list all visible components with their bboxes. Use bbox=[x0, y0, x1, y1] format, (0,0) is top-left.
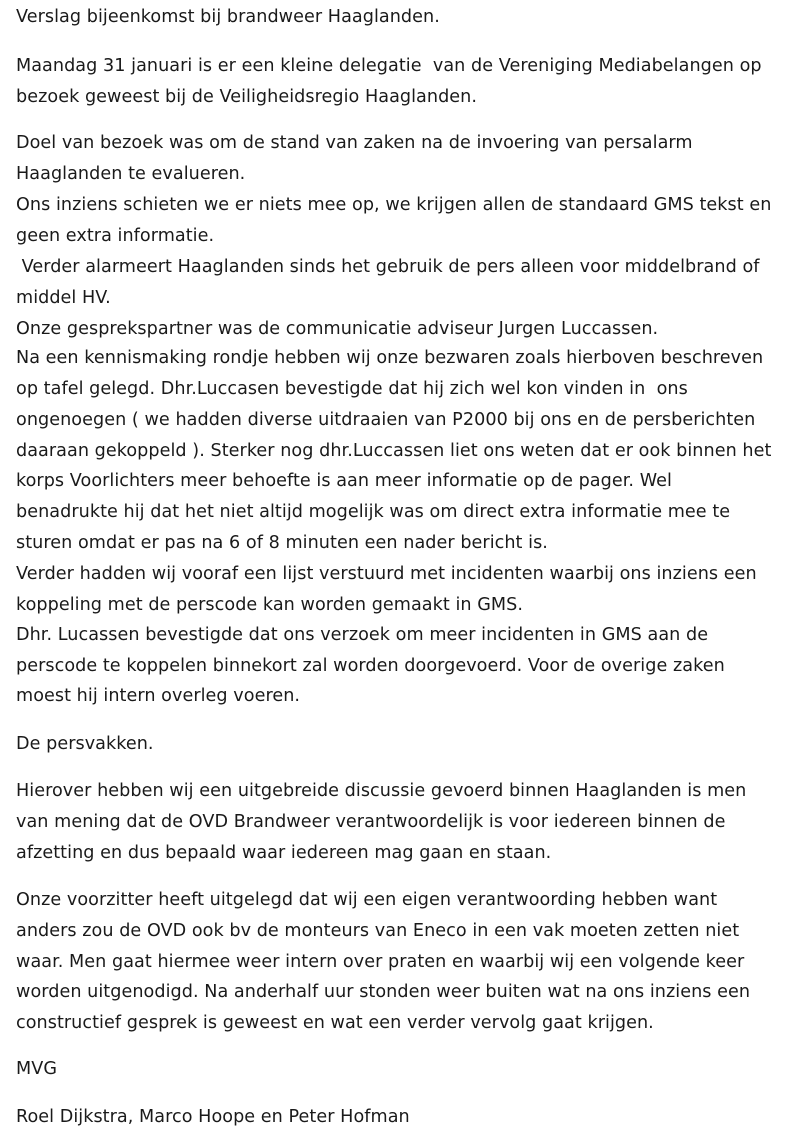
text-line: moest hij intern overleg voeren. bbox=[16, 686, 301, 706]
text-line: sturen omdat er pas na 6 of 8 minuten een nader bericht is. bbox=[16, 533, 548, 553]
section-heading: De persvakken. bbox=[16, 734, 154, 754]
text-line: benadrukte hij dat het niet altijd mogelijk was om direct extra informatie mee te bbox=[16, 502, 731, 522]
text-line: geen extra informatie. bbox=[16, 226, 215, 246]
text-line: ongenoegen ( we hadden diverse uitdraaien van P2000 bij ons en de persberichten bbox=[16, 410, 756, 430]
text-line: Hierover hebben wij een uitgebreide discussie gevoerd binnen Haaglanden is men bbox=[16, 781, 747, 801]
text-line: waar. Men gaat hiermee weer intern over praten en waarbij wij een volgende keer bbox=[16, 952, 745, 972]
text-line: Onze gesprekspartner was de communicatie adviseur Jurgen Luccassen. bbox=[16, 319, 659, 339]
text-line: constructief gesprek is geweest en wat een verder vervolg gaat krijgen. bbox=[16, 1013, 654, 1033]
closing: MVG bbox=[16, 1059, 57, 1079]
text-line: Dhr. Lucassen bevestigde dat ons verzoek om meer incidenten in GMS aan de bbox=[16, 625, 709, 645]
text-line: Ons inziens schieten we er niets mee op, we krijgen allen de standaard GMS tekst en bbox=[16, 195, 772, 215]
text-line: bezoek geweest bij de Veiligheidsregio Haaglanden. bbox=[16, 87, 478, 107]
text-line: Verder alarmeert Haaglanden sinds het gebruik de pers alleen voor middelbrand of bbox=[16, 257, 760, 277]
text-line: Onze voorzitter heeft uitgelegd dat wij een eigen verantwoording hebben want bbox=[16, 890, 718, 910]
text-line: daaraan gekoppeld ). Sterker nog dhr.Luccassen liet ons weten dat er ook binnen het bbox=[16, 441, 772, 461]
text-line: Maandag 31 januari is er een kleine delegatie van de Vereniging Mediabelangen op bbox=[16, 56, 762, 76]
text-line: van mening dat de OVD Brandweer verantwoordelijk is voor iedereen binnen de bbox=[16, 812, 726, 832]
text-line: Verder hadden wij vooraf een lijst verstuurd met incidenten waarbij ons inziens een bbox=[16, 564, 757, 584]
text-line: korps Voorlichters meer behoefte is aan meer informatie op de pager. Wel bbox=[16, 471, 672, 491]
text-line: anders zou de OVD ook bv de monteurs van Eneco in een vak moeten zetten niet bbox=[16, 921, 740, 941]
text-line: Haaglanden te evalueren. bbox=[16, 164, 246, 184]
text-line: op tafel gelegd. Dhr.Luccasen bevestigde dat hij zich wel kon vinden in ons bbox=[16, 379, 688, 399]
signature: Roel Dijkstra, Marco Hoope en Peter Hofman bbox=[16, 1107, 410, 1127]
text-line: middel HV. bbox=[16, 288, 111, 308]
text-line: worden uitgenodigd. Na anderhalf uur stonden weer buiten wat na ons inziens een bbox=[16, 982, 751, 1002]
text-line: Doel van bezoek was om de stand van zaken na de invoering van persalarm bbox=[16, 133, 693, 153]
text-line: perscode te koppelen binnekort zal worden doorgevoerd. Voor de overige zaken bbox=[16, 656, 725, 676]
document-title: Verslag bijeenkomst bij brandweer Haaglanden. bbox=[16, 7, 440, 27]
text-line: afzetting en dus bepaald waar iedereen mag gaan en staan. bbox=[16, 843, 552, 863]
text-line: Na een kennismaking rondje hebben wij onze bezwaren zoals hierboven beschreven bbox=[16, 348, 764, 368]
text-line: koppeling met de perscode kan worden gemaakt in GMS. bbox=[16, 595, 524, 615]
